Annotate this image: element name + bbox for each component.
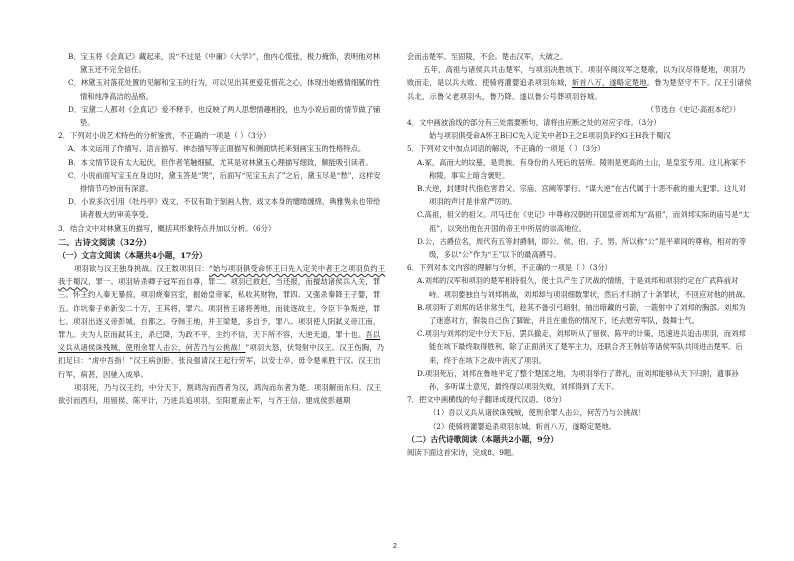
passage-lead: 项羽欲与汉王独身挑战。汉王数项羽曰： — [74, 264, 209, 274]
q5-option-a: A.冢，高而大的坟墓，是贵族、有身份的人死后的居所。陵则是更高的土山，是皇室专用。这儿称冢不称陵，事实上暗含褒贬。 — [417, 157, 746, 180]
wavy-underlined-sentence: “始与项羽俱受命怀王曰先入定关中者王之项羽负约王我于蜀汉 — [58, 264, 386, 287]
section-2-title: 二、古诗文阅读（32分） — [58, 236, 152, 247]
q6-stem: 6．下列对本文内容的理解与分析，不正确的一项是（ ）（3分） — [407, 263, 612, 273]
section-2a-title: （一）文言文阅读（本题共4小题，17分） — [58, 250, 207, 260]
right-column — [407, 50, 752, 459]
section-2b-intro: 阅读下面这首宋诗，完成8、9题。 — [407, 448, 519, 458]
q1-option-c: C．林黛玉对落花处置的见解和宝玉的行为，可以见出其更爱花惜花之心，体现出她感情细腻的性情和纯净高洁的品格。 — [68, 78, 381, 101]
q7-item-1: （1）吾以义兵从诸侯诛残贼，使刑余罪人击公，何苦乃与公挑战！ — [429, 408, 646, 418]
q1-option-b: B．宝玉将《会真记》藏起来，说“不过是《中庸》《大学》”，他内心慌张，极力掩饰，表明他对林黛玉还不完全信任。 — [68, 52, 380, 75]
q2-option-d: D．小说多次引用《牡丹亭》戏文，不仅有助于刻画人物，戏文本身的缱绻缠绵，典雅隽永也带给读者极大的审美享受。 — [68, 197, 381, 220]
passage-continuation: 会而击楚军。至固陵，不会。楚击汉军，大破之。 — [407, 52, 568, 61]
q2-option-b: B．本文情节设有太大起伏，但作者笔触细腻，尤其是对林黛玉心理描写细致，颇能吸引读者。 — [68, 157, 373, 167]
passage-paragraph-2: 项羽死，乃与汉王约，中分天下，割鸿沟而西者为汉，鸿沟而东者为楚。项羽解而东归。汉王欲引而西归，用留侯、陈平计，乃进兵追项羽，至阳夏南止军，与齐王信、建成侯彭越期 — [58, 382, 382, 406]
q7-item-2: （2）使骑将灌婴追杀项羽东城，斩首八万，遂略定楚地。 — [429, 421, 617, 431]
passage-paragraph-3 — [407, 63, 752, 103]
passage-after: ”项羽大怒，伏弩射中汉王。汉王伤胸，乃扪足曰：“虏中吾指！”汉王病创卧，张良强请汉王起行劳军，以安士卒，毋令楚乘胜于汉。汉王出行军，病甚，因驰入成皋。 — [58, 343, 385, 379]
q6-option-a: A.刘邦的汉军和项羽的楚军相持很久，使士兵产生了厌战的情绪，于是刘邦和项羽约定在广武阵前对峙。项羽要独自与刘邦挑战，刘邦却与项羽细数罪状，然后才归纳了十条罪状，不回应对他的挑战。 — [417, 276, 751, 299]
passage-p3-tail: 。鲁为楚坚守不下。汉王引诸侯兵北，示鲁父老项羽头，鲁乃降。遂以鲁公号葬项羽谷城。 — [407, 78, 752, 101]
q5-option-c: C.高祖，祖父的祖父。司马迁在《史记》中尊称汉朝的开国皇帝刘邦为“高祖”，而刘邦实际的庙号是“太祖”，以突出他在开国的帝王中所居的崇高地位。 — [417, 210, 750, 233]
q5-option-b: B.大逆，封建时代指危害君父、宗庙、宫阙等罪行。“谋大逆”在古代属于十恶不赦的重大犯罪。这儿对项羽的声讨是非常严厉的。 — [417, 184, 746, 207]
passage-crimes: ，罪一。项羽矫杀卿子冠军而自尊，罪二。项羽已救赵，当还报，而擅劫诸侯兵入关，罪三。怀王约入秦无暴掠，项羽烧秦宫室，掘始皇帝冢，私收其财物，罪四。又强杀秦降王子婴，罪五。诈坑秦子弟新安二十万，王其将，罪六。项羽皆王诸将善地，而徙逐故主，令臣下争叛逆，罪七。项羽出逐义帝彭城，自都之，夺韩王地，并王梁楚，多自予，罪八。项羽使人阴弑义帝江南，罪九。夫为人臣而弑其主，杀已降，为政不平，主约不信，天下所不容，大逆无道，罪十也。 — [58, 277, 381, 340]
q6-option-c: C.项羽与刘邦约定中分天下后，罢兵撤走，刘邦听从了留侯、陈平的计策，迅速进兵追击项羽，而刘邦能在垓下最终取得胜利，除了正面消灭了楚军主力，还联合齐王韩信等诸侯军队共同进击楚军。后来，终于在垓下之战中消灭了项羽。 — [417, 329, 746, 365]
passage-source: （节选自《史记·高祖本纪》） — [646, 104, 740, 114]
q5-stem: 5．下列对文中加点词语的解说，不正确的一项是（ ）（3分） — [407, 144, 605, 154]
q2-stem: 2．下列对小说艺术特色的分析鉴赏，不正确的一项是（ ）（3分） — [58, 131, 271, 141]
passage-paragraph-1 — [58, 262, 386, 381]
q7-stem: 7．把文中画横线的句子翻译成现代汉语。（8分） — [407, 395, 566, 405]
q4-text: 始与项羽俱受命A怀王B曰C先入定关中者D王之E项羽负F约G王H我于蜀汉 — [429, 131, 671, 141]
passage-p3-lead: 五年，高祖与诸侯兵共击楚军，与项羽决胜垓下。项羽卒闻汉军之楚歌，以为汉尽得楚地，项羽乃败而走，是以兵大败。使骑将灌婴追杀项羽东城， — [407, 65, 746, 88]
q3-stem: 3．结合文中对林黛玉的描写，概括其形象特点并加以分析。（6分） — [58, 223, 276, 233]
underlined-sentence-2: 斩首八万，遂略定楚地 — [571, 78, 647, 88]
q6-option-d: D.项羽死后，刘邦在鲁地平定了整个楚国之地，为项羽举行了葬礼，而刘邦能够从天下归附，遗事孙孙，多听谋士意见，最终得以项羽失败，刘邦得到了天下。 — [417, 368, 739, 392]
left-column — [58, 50, 386, 407]
q5-option-d: D.公，古爵位名，周代有五等封爵制，即公、侯、伯、子、男。所以称“公”是平辈间的尊称，相对的等级，多以“公”作为“王”以下的最高爵号。 — [417, 236, 747, 260]
page-number: 2 — [393, 543, 397, 550]
q4-stem: 4．文中画波浪线的部分有三处需要断句，请将由应断之处的对应字母。（3分） — [407, 118, 661, 128]
q1-option-d: D．宝黛二人都对《会真记》爱不释手，也反映了两人思想情趣相投，也为小说后面的情节做了铺垫。 — [68, 104, 381, 128]
q2-option-c: C．小说前面写宝玉在身边时，黛玉答是“哭”，后面写“见宝玉去了”之后，黛玉尽是“愁”，这样安排情节巧妙而有深意。 — [68, 170, 381, 194]
section-2b-title: （二）古代诗歌阅读（本题共2小题，9分） — [407, 434, 559, 444]
q6-option-b: B.项羽听了刘邦的话非常生气，趁其不备引弓暗射，抽出暗藏的弓箭，一箭射中了刘邦的胸部。刘邦为了迷惑对方，假装自己伤了脚趾，并且在重伤的情况下，还去慰劳军队，鼓舞士气。 — [417, 302, 746, 326]
underlined-sentence-1: 吾以义兵从诸侯诛残贼，使刑余罪人击公，何苦乃与公挑战！ — [58, 330, 381, 353]
q2-option-a: A．本文运用了作描写、语言描写、神态描写等正面描写和侧面烘托来刻画宝玉的性格特点。 — [68, 144, 366, 154]
